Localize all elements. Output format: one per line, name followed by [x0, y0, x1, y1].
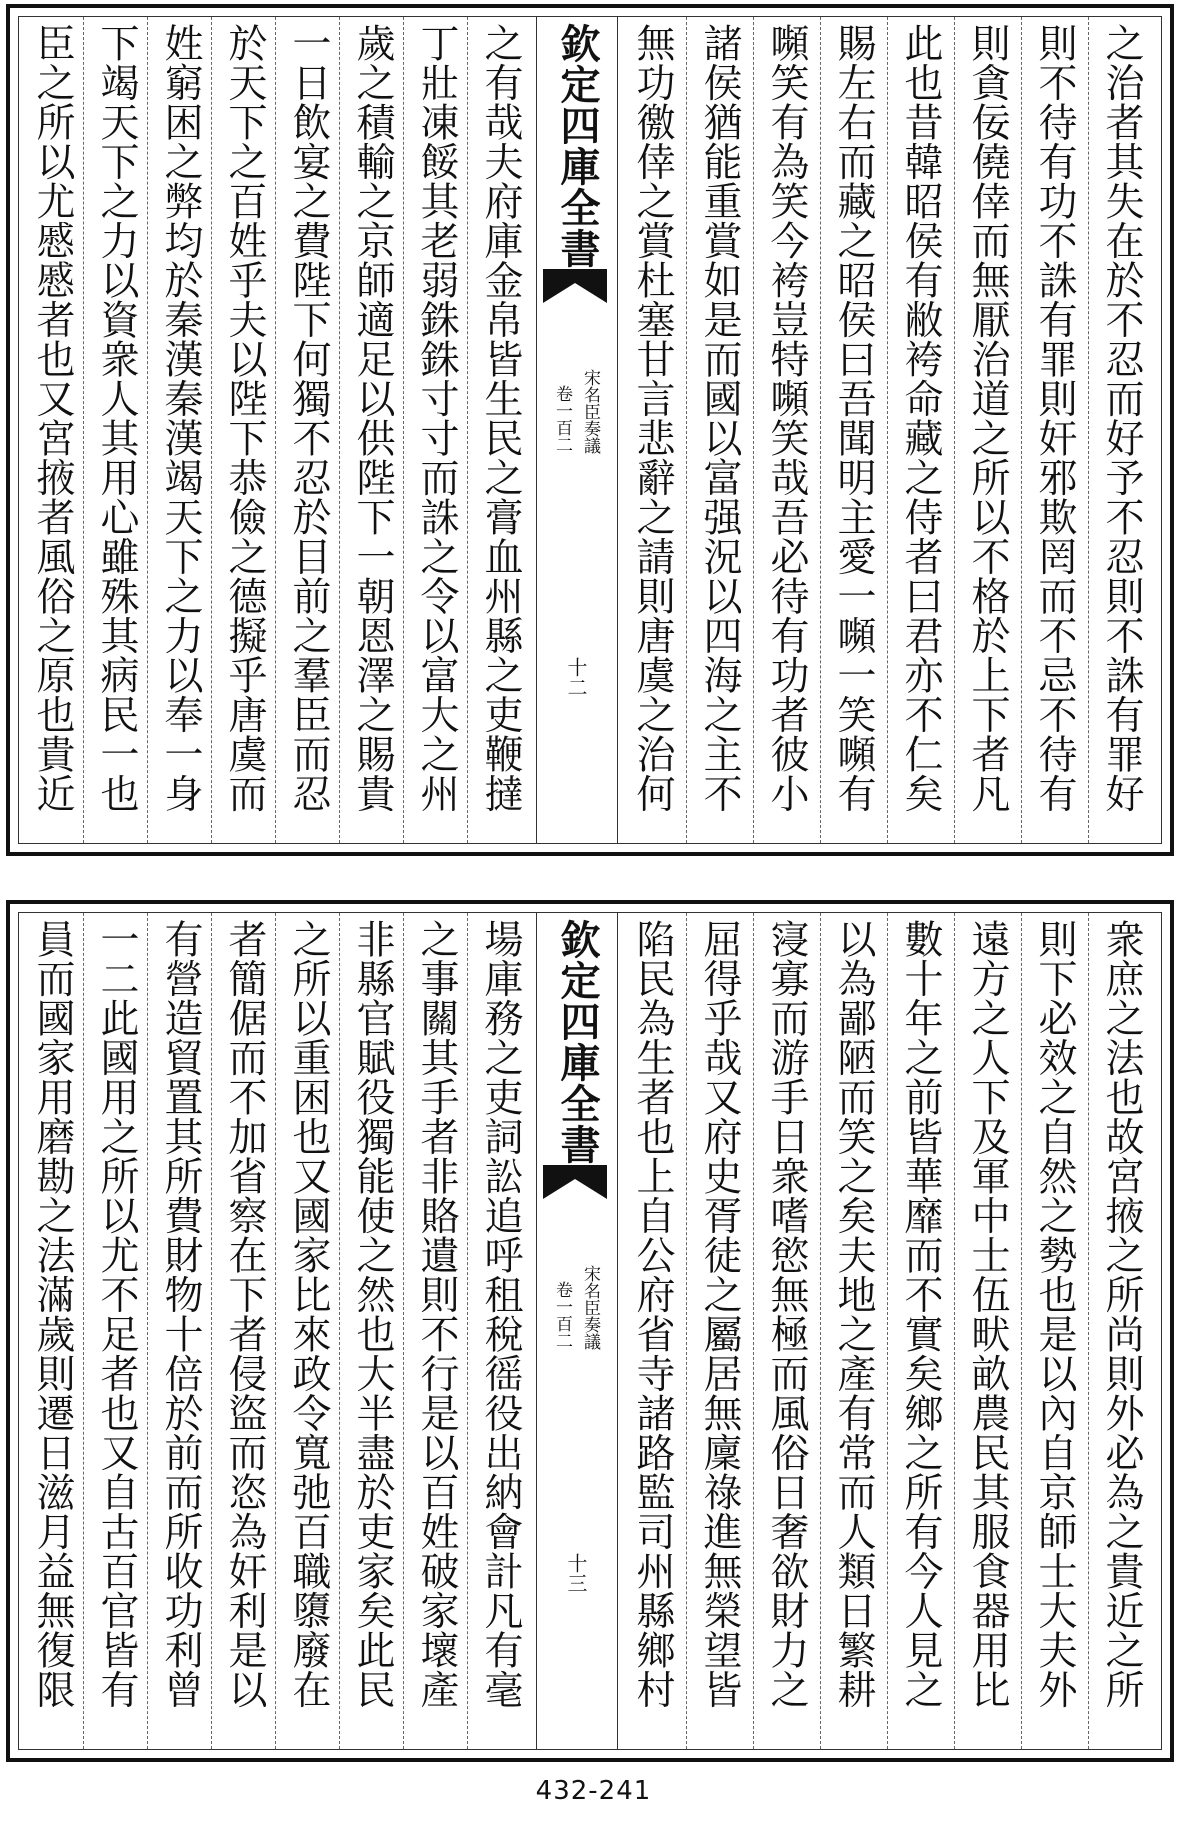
- book-title: 欽定四庫全書: [554, 23, 601, 269]
- text-column: 場庫務之吏詞訟追呼租稅徭役出納會計凡有毫: [478, 919, 523, 1709]
- text-column: 於天下之百姓乎夫以陛下恭儉之德擬乎唐虞而: [222, 23, 267, 813]
- text-column: 員而國家用磨勘之法滿歲則遷日滋月益無復限: [30, 919, 75, 1709]
- text-column: 則不待有功不誅有罪則奸邪欺罔而不忌不待有: [1032, 23, 1077, 813]
- bottom-page-text-frame: [18, 912, 1162, 1750]
- text-column: 則下必效之自然之勢也是以內自京師士大夫外: [1032, 919, 1077, 1709]
- text-column: 歲之積輸之京師適足以供陛下一朝恩澤之賜貴: [350, 23, 395, 813]
- text-column: 一二此國用之所以尤不足者也又自古百官皆有: [94, 919, 139, 1709]
- text-column: 一日飲宴之費陛下何獨不忍於目前之羣臣而忍: [286, 23, 331, 813]
- text-column: 寖寡而游手日衆嗜慾無極而風俗日奢欲財力之: [764, 919, 809, 1709]
- text-column: 則貪佞僥倖而無厭治道之所以不格於上下者凡: [965, 23, 1010, 813]
- juan-number: 卷一百二: [552, 1281, 572, 1349]
- text-column: 遠方之人下及軍中士伍畎畝農民其服食器用比: [965, 919, 1010, 1709]
- text-column: 有營造貿置其所費財物十倍於前而所收功利曾: [158, 919, 203, 1709]
- fishtail-mark-icon: [543, 1165, 607, 1199]
- juan-number: 卷一百二: [552, 385, 572, 453]
- text-column: 者簡倨而不加省察在下者侵盜而恣為奸利是以: [222, 919, 267, 1709]
- text-column: 以為鄙陋而笑之矣夫地之產有常而人類日繁耕: [831, 919, 876, 1709]
- text-column: 此也昔韓昭侯有敝袴命藏之侍者曰君亦不仁矣: [898, 23, 943, 813]
- bottom-page-panel: [6, 900, 1174, 1762]
- source-title: 宋名臣奏議: [580, 369, 600, 454]
- text-column: 數十年之前皆華靡而不實矣鄉之所有今人見之: [898, 919, 943, 1709]
- source-title: 宋名臣奏議: [580, 1265, 600, 1350]
- text-column: 臣之所以尤慼慼者也又宮掖者風俗之原也貴近: [30, 23, 75, 813]
- folio-number: 十二: [564, 657, 588, 697]
- top-page-text-frame: [18, 16, 1162, 844]
- text-column: 丁壯凍餒其老弱銖銖寸寸而誅之令以富大之州: [414, 23, 459, 813]
- text-column: 陷民為生者也上自公府省寺諸路監司州縣鄉村: [630, 919, 675, 1709]
- folio-number: 十三: [564, 1553, 588, 1593]
- center-fold-strip: [536, 17, 618, 843]
- book-title: 欽定四庫全書: [554, 919, 601, 1165]
- text-column: 嚬笑有為笑今袴豈特嚬笑哉吾必待有功者彼小: [764, 23, 809, 813]
- fishtail-mark-icon: [543, 269, 607, 303]
- top-page-panel: [6, 4, 1174, 856]
- page-number: 432-241: [535, 1776, 652, 1806]
- text-column: 衆庶之法也故宮掖之所尚則外必為之貴近之所: [1099, 919, 1144, 1709]
- text-column: 無功徼倖之賞杜塞甘言悲辭之請則唐虞之治何: [630, 23, 675, 813]
- center-fold-strip: [536, 913, 618, 1749]
- text-column: 之治者其失在於不忍而好予不忍則不誅有罪好: [1099, 23, 1144, 813]
- text-column: 賜左右而藏之昭侯曰吾聞明主愛一嚬一笑嚬有: [831, 23, 876, 813]
- text-column: 非縣官賦役獨能使之然也大半盡於吏家矣此民: [350, 919, 395, 1709]
- text-column: 之事關其手者非賂遺則不行是以百姓破家壞產: [414, 919, 459, 1709]
- text-column: 之有哉夫府庫金帛皆生民之膏血州縣之吏鞭撻: [478, 23, 523, 813]
- text-column: 屈得乎哉又府史胥徒之屬居無廩祿進無榮望皆: [697, 919, 742, 1709]
- text-column: 之所以重困也又國家比來政令寬弛百職隳廢在: [286, 919, 331, 1709]
- text-column: 姓窮困之弊均於秦漢秦漢竭天下之力以奉一身: [158, 23, 203, 813]
- text-column: 下竭天下之力以資衆人其用心雖殊其病民一也: [94, 23, 139, 813]
- text-column: 諸侯猶能重賞如是而國以富强況以四海之主不: [697, 23, 742, 813]
